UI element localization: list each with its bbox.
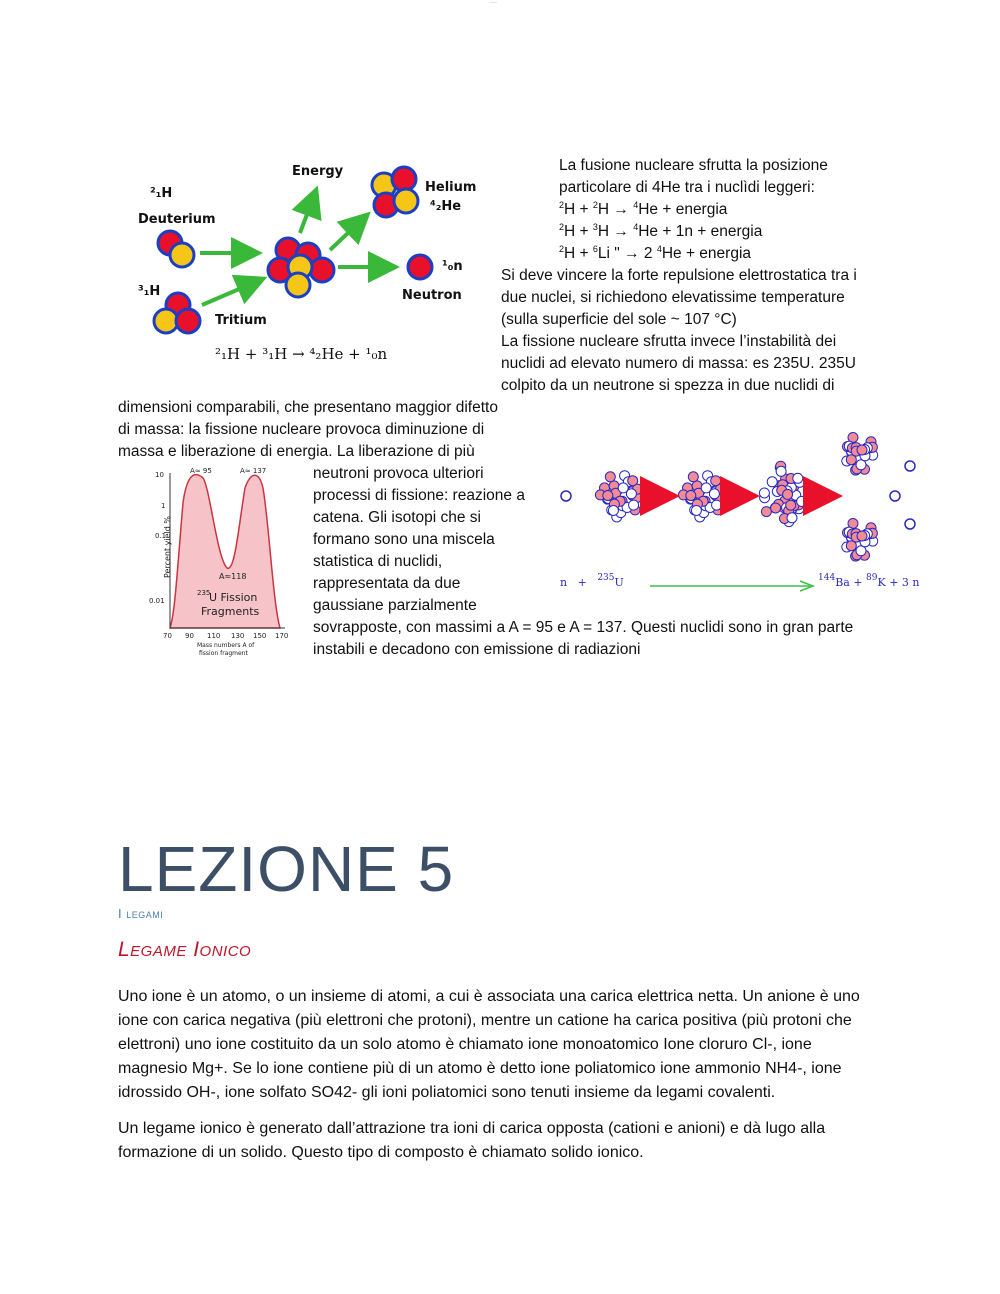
nucleon <box>759 488 769 498</box>
peak-label: A≈ 137 <box>240 467 267 475</box>
text-line: La fusione nucleare sfrutta la posizione <box>559 157 828 174</box>
nucleon <box>857 445 867 455</box>
nucleon <box>767 477 777 487</box>
nucleon <box>626 489 636 499</box>
x-axis-label: fission fragment <box>199 650 248 657</box>
lesson-title: LEZIONE 5 <box>118 833 455 905</box>
nucleon <box>787 513 797 523</box>
y-tick: 10 <box>155 471 164 479</box>
trough-label: A≈118 <box>219 572 247 581</box>
y-tick: 0.1 <box>155 532 167 540</box>
arrow-energy <box>300 193 315 233</box>
nucleon <box>712 500 722 510</box>
helium-symbol: ⁴₂He <box>430 199 462 214</box>
fragment-ba <box>842 433 878 476</box>
x-tick: 150 <box>253 632 267 640</box>
compound-nucleus <box>268 238 334 297</box>
text-line: statistica di nuclidi, <box>313 553 443 570</box>
nucleon <box>608 506 618 516</box>
x-axis-label: Mass numbers A of <box>197 642 255 649</box>
text-line: nuclidi ad elevato numero di massa: es 235U. 235U <box>501 355 856 372</box>
nucleon <box>797 496 807 506</box>
x-tick: 110 <box>207 632 221 640</box>
nucleon <box>711 476 721 486</box>
arrow-tritium <box>202 280 260 305</box>
nucleon <box>691 506 701 516</box>
incoming-neutron <box>561 491 571 501</box>
nucleon <box>783 489 793 499</box>
chart-title-sup: 235 <box>197 589 211 597</box>
text-line: dimensioni comparabili, che presentano maggior difetto <box>118 399 498 416</box>
text-line: di massa: la fissione nucleare provoca diminuzione di <box>118 421 485 438</box>
text-line: instabili e decadono con emissione di radiazioni <box>313 641 641 658</box>
deuterium-label: Deuterium <box>138 212 216 227</box>
text-line: due nuclei, si richiedono elevatissime temperature <box>501 289 845 306</box>
text-line: sovrapposte, con massimi a A = 95 e A = 137. Questi nuclidi sono in gran parte <box>313 619 854 636</box>
text-line: formano sono una miscela <box>313 531 495 548</box>
nucleon <box>776 466 786 476</box>
deuterium-nucleus <box>158 231 194 267</box>
text-line: catena. Gli isotopi che si <box>313 509 482 526</box>
deuterium-symbol: ²₁H <box>150 186 173 201</box>
chart-title: Fragments <box>201 605 260 618</box>
text-line: Si deve vincere la forte repulsione elettrostatica tra i <box>501 267 857 284</box>
fission-yield-chart <box>135 463 295 663</box>
text-line: colpito da un neutrone si spezza in due nuclidi di <box>501 377 835 394</box>
x-tick: 90 <box>185 632 194 640</box>
tritium-label: Tritium <box>215 313 267 328</box>
nucleon <box>856 460 866 470</box>
tritium-nucleus <box>154 293 200 333</box>
nucleon <box>629 500 639 510</box>
y-tick: 0.01 <box>149 597 165 605</box>
elongated-nucleus <box>759 461 807 526</box>
reaction-2: $^2$H + $^3$H → $^4$He + 1n + energia <box>559 222 763 240</box>
nucleon <box>628 476 638 486</box>
text-line: (sulla superficie del sole ~ 107 °C) <box>501 311 737 328</box>
nucleon <box>856 546 866 556</box>
released-neutron <box>905 519 915 529</box>
x-tick: 70 <box>163 632 172 640</box>
nucleon <box>786 500 796 510</box>
section-heading: Legame Ionico <box>118 938 252 961</box>
chart-title: U Fission <box>209 591 258 604</box>
header-mark: ~~~ <box>490 0 498 5</box>
peak-label: A≈ 95 <box>190 467 212 475</box>
text-line: La fissione nucleare sfrutta invece l’instabilità dei <box>501 333 837 350</box>
nucleon <box>793 473 803 483</box>
fission-equation-right: $^{144}$Ba + $^{89}$K + 3 n <box>818 573 920 589</box>
neutron-symbol: ¹₀n <box>442 259 463 274</box>
fusion-equation: ²₁H + ³₁H → ⁴₂He + ¹₀n <box>215 345 388 363</box>
helium-label: Helium <box>425 180 477 195</box>
paragraph: Uno ione è un atomo, o un insieme di atomi, a cui è associata una carica elettrica netta. Un anione è uno ione con carica negativa (più elettroni che protoni), mentre un catione ha carica positiva (più protoni che elettroni) uno ione costituito da un solo atomo è chiamato ione monoatomico Ione cloruro Cl-, ione magnesio Mg+. Se lo ione contiene più di un atomo è detto ione poliatomico ione ammonio NH4-, ione idrossido OH-, ione solfato SO42- gli ioni poliatomici sono tenuti insieme da legami covalenti. <box>118 988 860 1101</box>
x-tick: 130 <box>231 632 245 640</box>
neutron-particle <box>408 255 432 279</box>
lesson-subtitle: I legami <box>118 906 164 921</box>
text-line: processi di fissione: reazione a <box>313 487 525 504</box>
text-line: rappresentata da due <box>313 575 461 592</box>
y-tick: 1 <box>161 502 166 510</box>
tritium-symbol: ³₁H <box>138 284 161 299</box>
nucleon <box>688 472 698 482</box>
text-line: neutroni provoca ulteriori <box>313 465 484 482</box>
reaction-3: $^2$H + $^6$Li " → 2 $^4$He + energia <box>559 244 752 262</box>
nucleon <box>771 503 781 513</box>
text-line: massa e liberazione di energia. La liberazione di più <box>118 443 475 460</box>
fragment-k <box>842 519 878 562</box>
u235-nucleus <box>595 471 642 522</box>
excited-nucleus <box>678 471 725 522</box>
helium-nucleus <box>372 167 418 217</box>
nucleon <box>605 472 615 482</box>
nucleon <box>709 489 719 499</box>
x-tick: 170 <box>275 632 289 640</box>
nucleon <box>686 491 696 501</box>
released-neutron <box>905 461 915 471</box>
nucleon <box>603 491 613 501</box>
neutron-label: Neutron <box>402 288 462 303</box>
text-line: gaussiane parzialmente <box>313 597 477 614</box>
energy-label: Energy <box>292 164 344 179</box>
fission-equation-left: n + $^{235}$U <box>560 573 624 589</box>
nucleon <box>761 507 771 517</box>
y-axis-label: Percent yield % <box>163 516 172 578</box>
arrow-helium <box>330 217 365 250</box>
text-line: particolare di 4He tra i nuclìdi leggeri: <box>559 179 815 196</box>
released-neutron <box>890 491 900 501</box>
reaction-1: $^2$H + $^2$H → $^4$He + energia <box>559 200 728 218</box>
nucleon <box>857 531 867 541</box>
paragraph: Un legame ionico è generato dall’attrazione tra ioni di carica opposta (cationi e anioni) e dà lugo alla formazione di un solido. Questo tipo di composto è chiamato solido ionico. <box>118 1120 826 1161</box>
